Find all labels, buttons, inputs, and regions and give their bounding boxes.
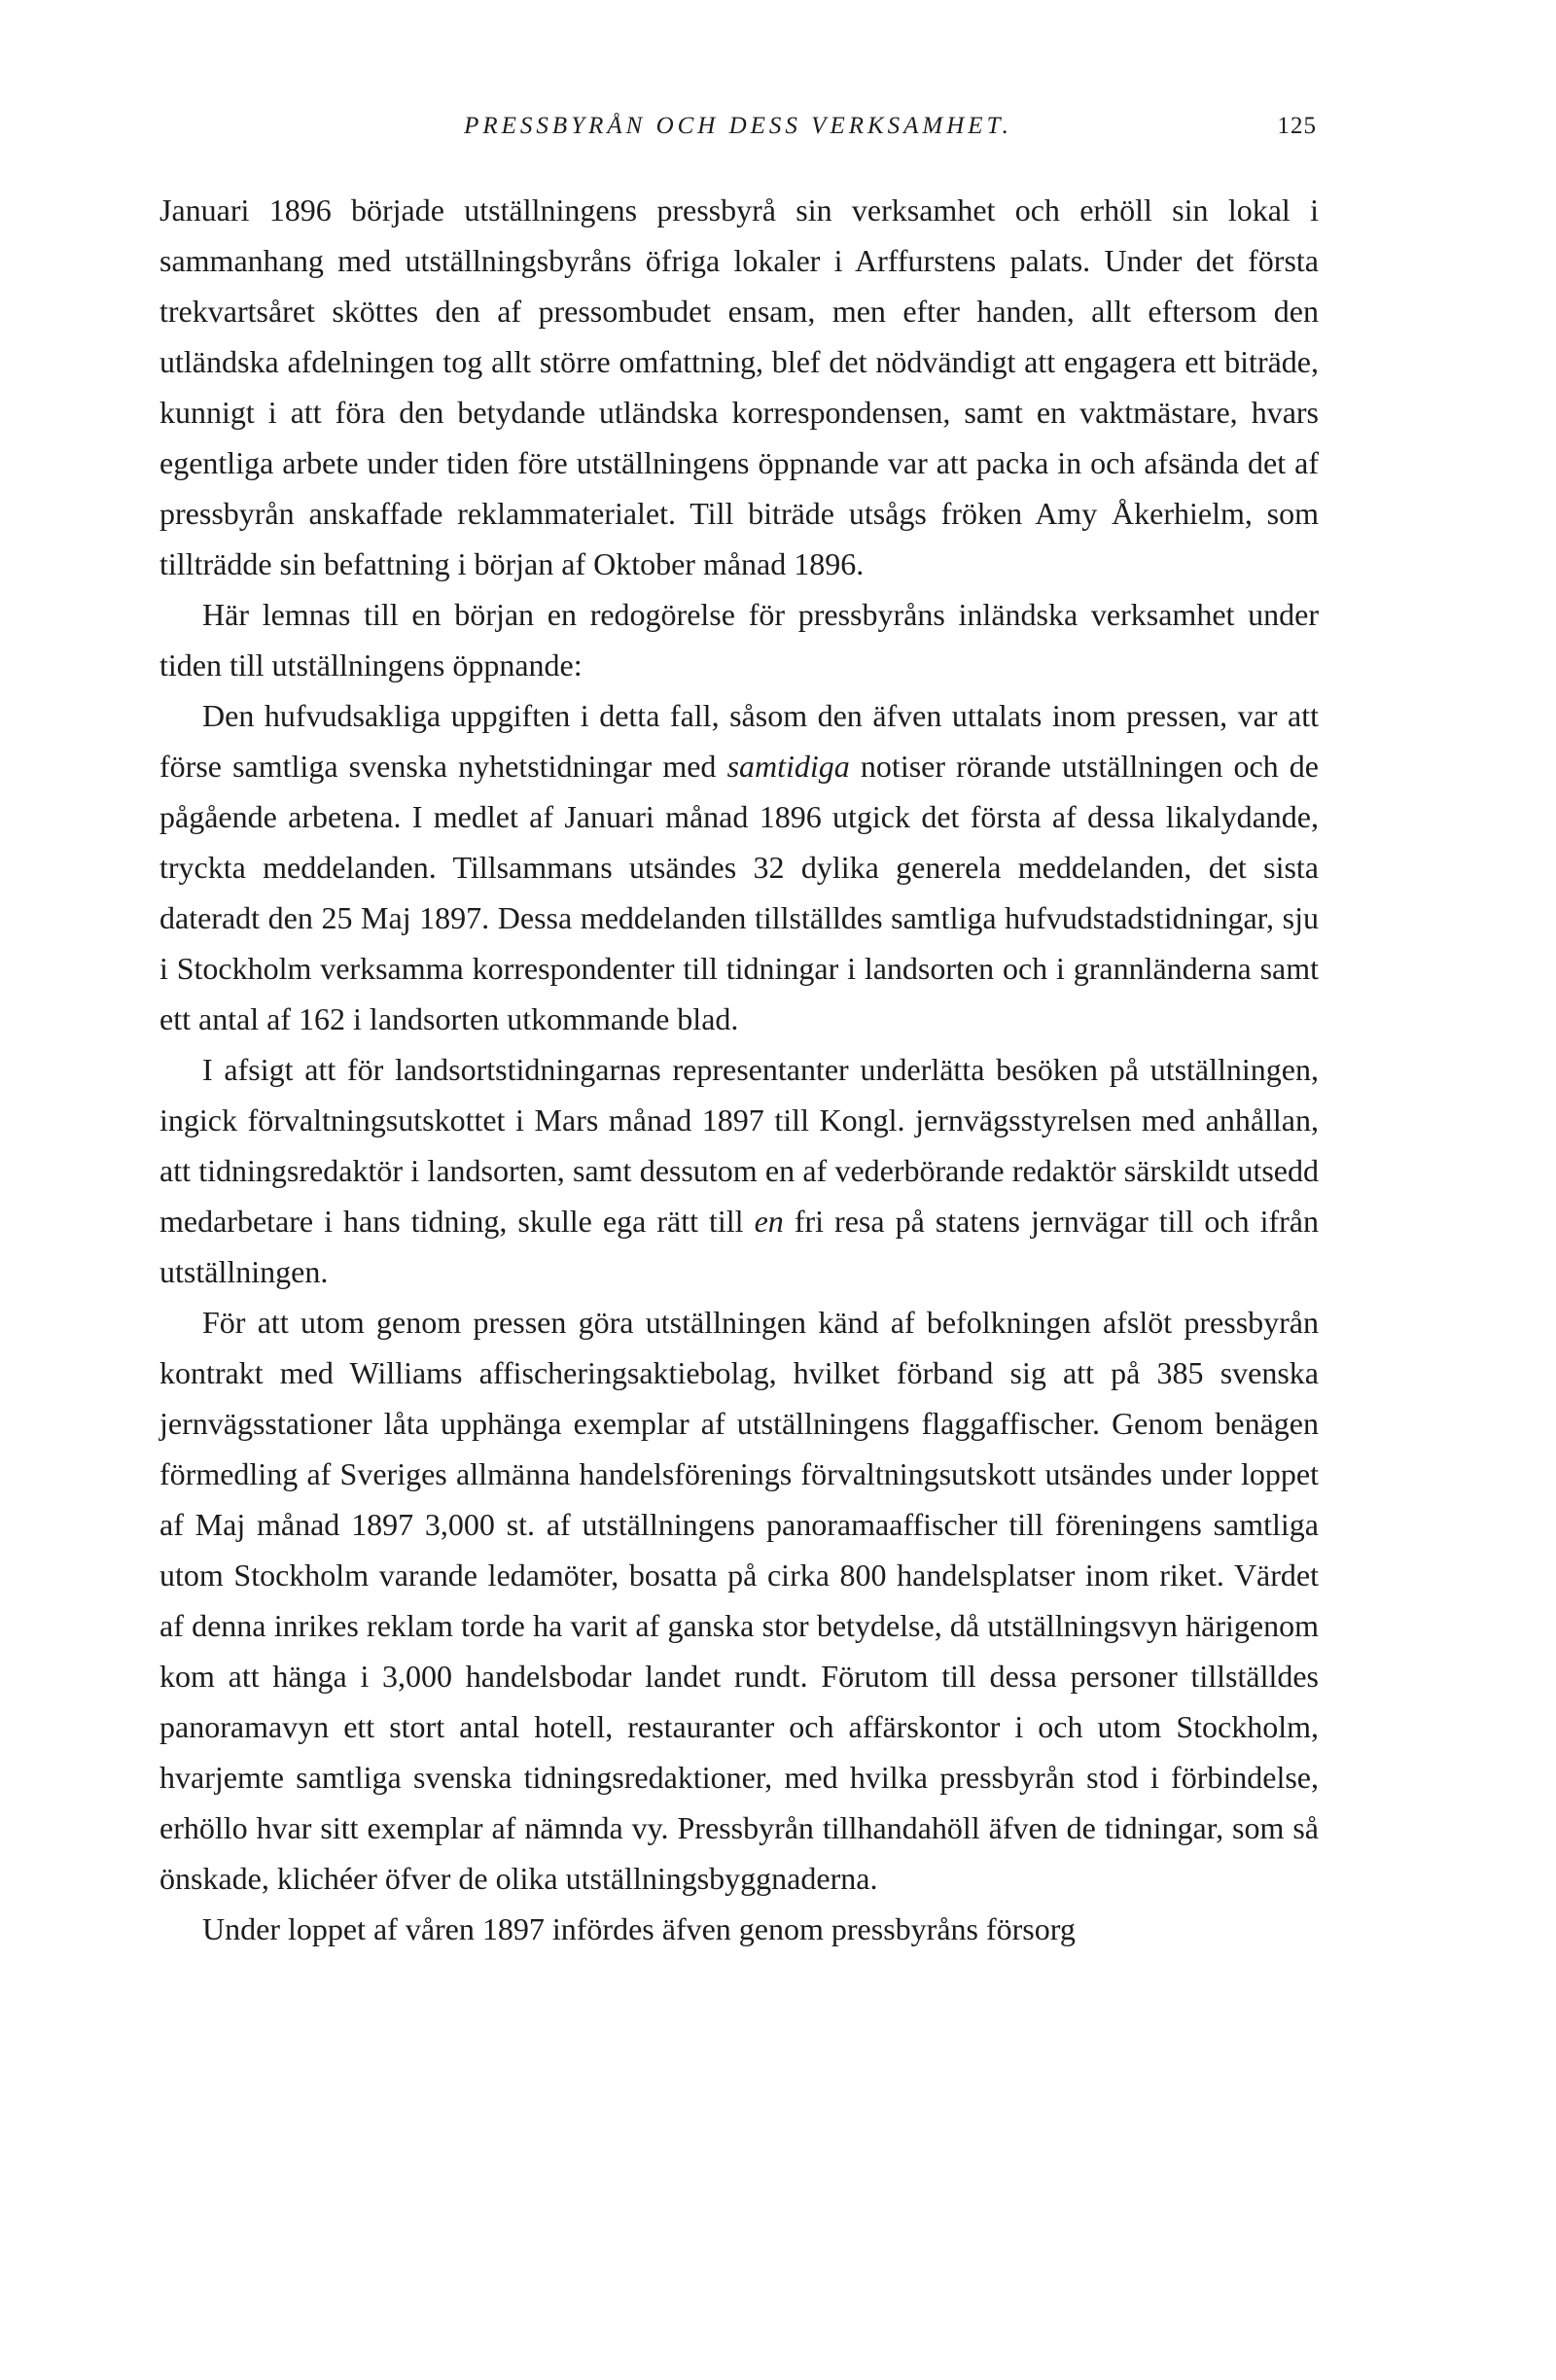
paragraph-3-text-start: Den hufvudsakliga uppgiften i detta fall, såsom den äfven uttalats inom pressen, var att förse samtliga svenska nyhetstidningar med	[159, 698, 1319, 784]
paragraph-1: Januari 1896 började utställningens pressbyrå sin verksamhet och erhöll sin lokal i sammanhang med utställningsbyråns öfriga lokaler i Arffurstens palats. Under det första trekvartsåret sköttes den af pressombudet ensam, men efter handen, allt eftersom den utländska afdelningen tog allt större omfattning, blef det nödvändigt att engagera ett biträde, kunnigt i att föra den betydande utländska korrespondensen, samt en vaktmästare, hvars egentliga arbete under tiden före utställningens öppnande var att packa in och afsända det af pressbyrån anskaffade reklammaterialet. Till biträde utsågs fröken Amy Åkerhielm, som tillträdde sin befattning i början af Oktober månad 1896.	[159, 192, 1319, 581]
body-text	[159, 185, 1319, 1954]
page-number: 125	[1277, 113, 1317, 139]
running-title: PRESSBYRÅN OCH DESS VERKSAMHET.	[464, 113, 1012, 139]
running-head	[159, 107, 1317, 146]
paragraph-5: För att utom genom pressen göra utställningen känd af befolkningen afslöt pressbyrån kontrakt med Williams affischeringsaktiebolag, hvilket förband sig att på 385 svenska jernvägsstationer låta upphänga exemplar af utställningens flaggaffischer. Genom benägen förmedling af Sveriges allmänna handelsförenings förvaltningsutskott utsändes under loppet af Maj månad 1897 3,000 st. af utställningens panoramaaffischer till föreningens samtliga utom Stockholm varande ledamöter, bosatta på cirka 800 handelsplatser inom riket. Värdet af denna inrikes reklam torde ha varit af ganska stor betydelse, då utställningsvyn härigenom kom att hänga i 3,000 handelsbodar landet rundt. Förutom till dessa personer tillställdes panoramavyn ett stort antal hotell, restauranter och affärskontor i och utom Stockholm, hvarjemte samtliga svenska tidningsredaktioner, med hvilka pressbyrån stod i förbindelse, erhöllo hvar sitt exemplar af nämnda vy. Pressbyrån tillhandahöll äfven de tidningar, som så önskade, klichéer öfver de olika utställningsbyggnaderna.	[159, 1305, 1319, 1896]
paragraph-6: Under loppet af våren 1897 infördes äfven genom pressbyråns försorg	[202, 1911, 1076, 1946]
emphasis-en: en	[754, 1204, 784, 1239]
paragraph-2: Här lemnas till en början en redogörelse för pressbyråns inländska verksamhet under tiden till utställningens öppnande:	[159, 597, 1319, 682]
paragraph-4	[159, 1044, 1319, 1297]
paragraph-3-text-end: notiser rörande utställningen och de pågående arbetena. I medlet af Januari månad 1896 utgick det första af dessa likalydande, tryckta meddelanden. Tillsammans utsändes 32 dylika generela meddelanden, det sista dateradt den 25 Maj 1897. Dessa meddelanden tillställdes samtliga hufvudstadstidningar, sju i Stockholm verksamma korrespondenter till tidningar i landsorten och i grannländerna samt ett antal af 162 i landsorten utkommande blad.	[159, 749, 1320, 1036]
paragraph-3	[159, 690, 1319, 1044]
emphasis-samtidiga: samtidiga	[726, 749, 850, 784]
paragraph-4-text-start: I afsigt att för landsortstidningarnas representanter underlätta besöken på utställningen, ingick förvaltningsutskottet i Mars månad 1897 till Kongl. jernvägsstyrelsen med anhållan, att tidningsredaktör i landsorten, samt dessutom en af vederbörande redaktör särskildt utsedd medarbetare i hans tidning, skulle ega rätt till	[159, 1052, 1319, 1239]
paragraph-4-text-end: fri resa på statens jernvägar till och ifrån utställningen.	[159, 1204, 1320, 1289]
